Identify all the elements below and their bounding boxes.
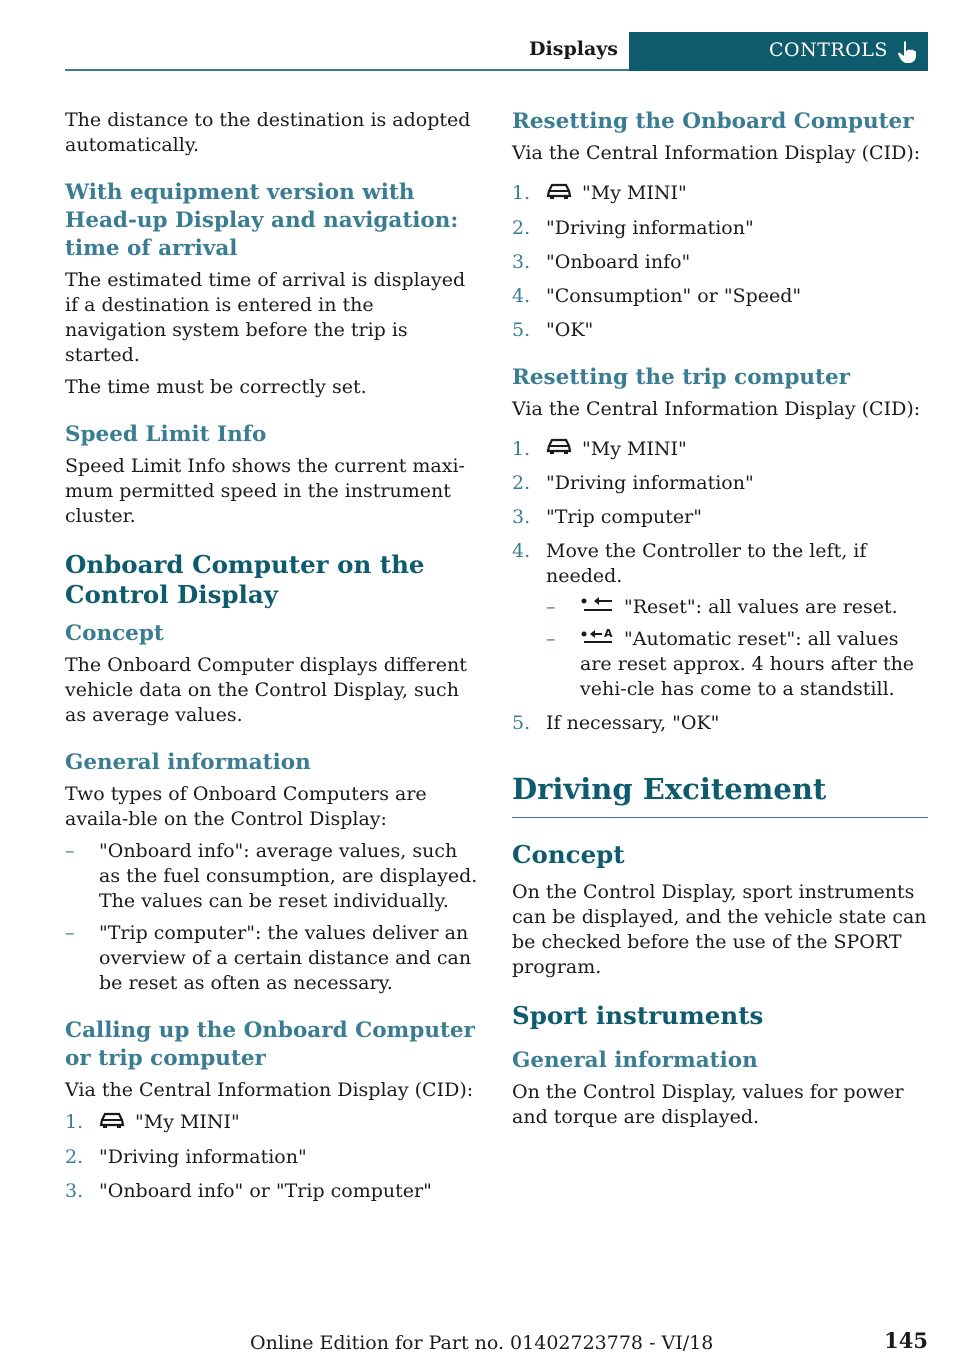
list-item: – "Trip computer": the values deliver an overview of a certain distance and can be reset as often as necessary. [65,922,472,994]
step-item: 1. "My MINI" [512,437,928,463]
driving-excitement-heading: Driving Excitement [512,771,928,818]
page-number: 145 [884,1328,928,1353]
calling-paragraph: Via the Central Information Display (CID): [65,1079,474,1101]
sport-general-info-heading: General information [512,1048,758,1073]
dash-marker: – [546,596,556,618]
reset-trip-paragraph: Via the Central Information Display (CID): [512,397,921,420]
section-title: Displays [529,38,618,60]
step-item: 1. "My MINI" [512,181,928,207]
step-item: 3. "Onboard info" or "Trip computer" [65,1179,432,1202]
dash-marker: – [65,922,75,944]
onboard-computer-heading: Onboard Computer on the Control Display [65,550,425,609]
reset-trip-steps [512,437,928,737]
speed-limit-heading: Speed Limit Info [65,422,267,447]
hud-paragraph-2: The time must be correctly set. [65,376,367,398]
step-item: 5. "OK" [512,318,594,341]
step-item: 5. If necessary, "OK" [512,712,720,734]
concept-paragraph: The Onboard Computer displays different vehicle data on the Control Display, such as average values. [65,654,467,726]
step-item: 4. Move the Controller to the left, if needed. – "Reset": all values are reset. – A "Automatic reset": all values are reset approx. 4 hours after the vehi-cle has come to a standstill. [512,539,928,702]
svg-text:A: A [604,627,613,640]
hud-paragraph: The estimated time of arrival is displayed if a destination is entered in the navigation system before the trip is started. [65,269,466,366]
dash-marker: – [546,627,556,650]
car-icon [546,437,572,462]
car-icon [546,182,572,207]
step-item: 3. "Onboard info" [512,250,691,273]
automatic-reset-icon [580,627,614,652]
step-item: 2. "Driving information" [65,1145,307,1168]
left-column [65,108,480,1213]
step-item: 1. "My MINI" [65,1110,480,1136]
general-info-list [65,839,480,996]
sport-general-info-paragraph: On the Control Display, values for power and torque are displayed. [512,1081,904,1128]
sport-instruments-heading: Sport instruments [512,1001,764,1030]
car-icon [99,1111,125,1136]
speed-limit-paragraph: Speed Limit Info shows the current maxi-mum permitted speed in the instrument cluster. [65,455,465,527]
list-item: – "Reset": all values are reset. [546,595,928,621]
reset-onboard-steps [512,181,928,343]
reset-icon [580,596,614,621]
concept-heading: Concept [65,621,164,646]
concept-heading: Concept [512,840,625,869]
reset-trip-heading: Resetting the trip computer [512,364,850,390]
calling-heading: Calling up the Onboard Computer or trip computer [65,1018,475,1071]
calling-steps [65,1110,480,1204]
edition-text: Online Edition for Part no. 01402723778 - VI/18 [250,1332,714,1354]
right-column [512,108,928,1137]
step-item: 2. "Driving information" [512,472,754,494]
chapter-tab-label: CONTROLS [769,39,888,61]
concept-paragraph: On the Control Display, sport instruments can be displayed, and the vehicle state can be checked before the use of the SPORT program. [512,881,927,978]
reset-onboard-heading: Resetting the Onboard Computer [512,109,914,134]
list-item: – A "Automatic reset": all values are reset approx. 4 hours after the vehi-cle has come to a standstill. [546,627,915,700]
general-info-paragraph: Two types of Onboard Computers are availa-ble on the Control Display: [65,783,427,830]
list-item: – "Onboard info": average values, such as the fuel consumption, are displayed. The values can be reset individually. [65,840,478,912]
general-info-heading: General information [65,750,311,775]
chapter-tab [629,32,928,71]
hud-heading: With equipment version with Head-up Display and navigation: time of arrival [65,180,459,261]
hand-pointer-icon [897,40,917,68]
reset-options-list [546,595,928,702]
reset-onboard-paragraph: Via the Central Information Display (CID): [512,142,921,164]
step-item: 4. "Consumption" or "Speed" [512,284,802,307]
dash-marker: – [65,840,75,862]
intro-paragraph: The distance to the destination is adopted automatically. [65,109,471,156]
step-item: 3. "Trip computer" [512,506,702,528]
step-item: 2. "Driving information" [512,216,754,239]
